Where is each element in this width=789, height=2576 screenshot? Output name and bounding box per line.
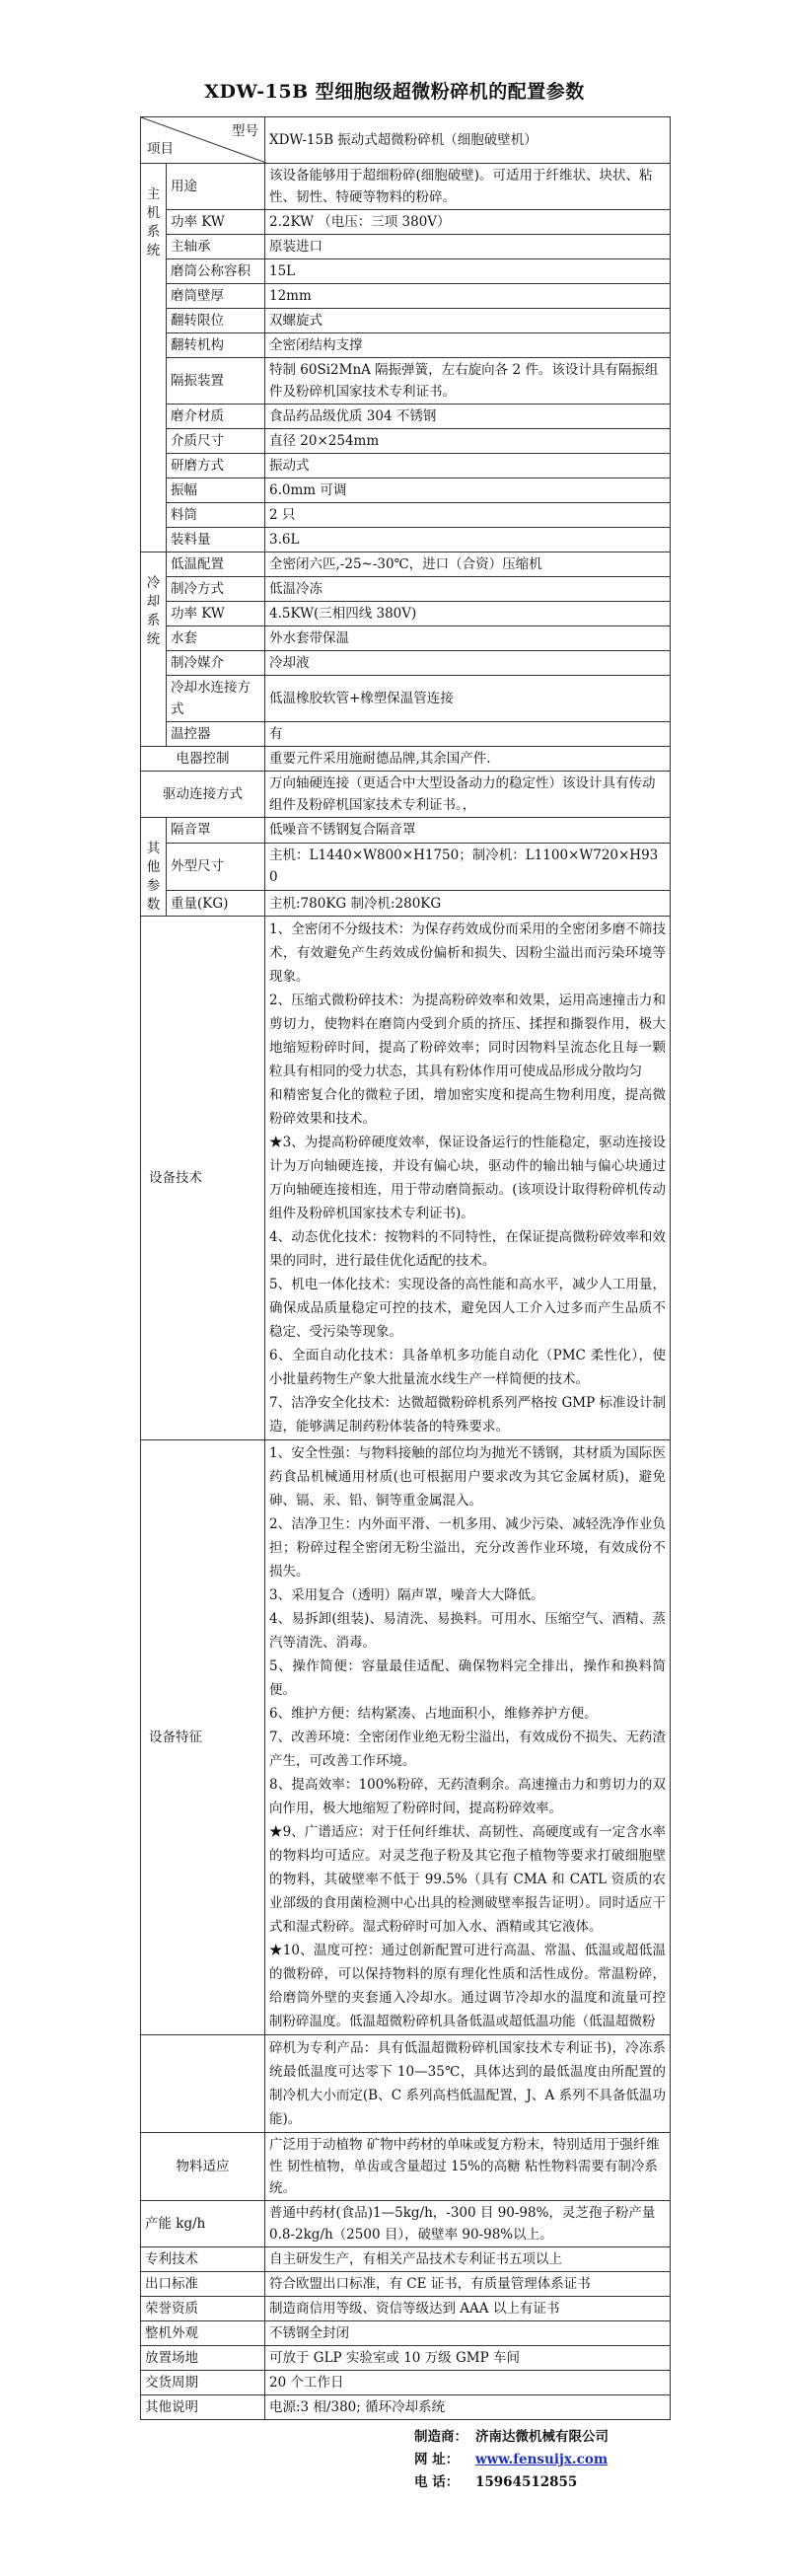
cool-row (141, 676, 671, 722)
bottom-value: 不锈钢全封闭 (265, 2321, 671, 2346)
bottom-label: 其他说明 (141, 2395, 265, 2420)
capacity-row (141, 2201, 671, 2247)
patent-row (141, 2035, 671, 2133)
main-value: 2.2KW （电压：三项 380V） (265, 210, 671, 235)
main-label: 磨介材质 (167, 405, 265, 429)
main-value: 该设备能够用于超细粉碎(细胞破壁)。可适用于纤维状、块状、粘性、韧性、特硬等物料的粉碎。 (265, 164, 671, 210)
bottom-row (141, 2297, 671, 2321)
main-value: 特制 60Si2MnA 隔振弹簧，左右旋向各 2 件。该设计具有隔振组件及粉碎机国家技术专利证书。 (265, 358, 671, 405)
features-label: 设备特征 (141, 1440, 265, 2035)
cool-value: 外水套带保温 (265, 626, 671, 651)
bottom-value: 自主研发生产，有相关产品技术专利证书五项以上 (265, 2247, 671, 2272)
bottom-row (141, 2371, 671, 2395)
main-value: 直径 20×254mm (265, 429, 671, 454)
tel-key: 电 话： (414, 2474, 460, 2490)
main-row (141, 235, 671, 259)
maker-key: 制造商： (414, 2429, 467, 2445)
main-group-label: 主机系统 (141, 164, 167, 552)
cool-label: 功率 KW (167, 602, 265, 626)
main-value: 2 只 (265, 503, 671, 528)
cool-label: 冷却水连接方式 (167, 676, 265, 722)
material-value: 广泛用于动植物 矿物中药材的单味或复方粉末，特别适用于强纤维性 韧性植物，单齿或含量超过 15%的高糖 粘性物料需要有制冷系统。 (265, 2133, 671, 2201)
main-row (141, 478, 671, 503)
bottom-row (141, 2395, 671, 2420)
bottom-label: 专利技术 (141, 2247, 265, 2272)
bottom-label: 放置场地 (141, 2346, 265, 2371)
tech-paragraph: 2、压缩式微粉碎技术：为提高粉碎效率和效果，运用高速撞击力和剪切力，使物料在磨筒内受到介质的挤压、揉捏和撕裂作用，极大地缩短粉碎时间，提高了粉碎效率；同时因物料呈流态化且每一颗粒具有相同的受力状态，其具有粉体作用可使成品形成分散均匀 (269, 993, 666, 1079)
cool-value: 低温冷冻 (265, 577, 671, 602)
bottom-label: 整机外观 (141, 2321, 265, 2346)
site-key: 网 址： (414, 2452, 460, 2467)
electrical-label: 电器控制 (141, 747, 265, 772)
cool-row (141, 577, 671, 602)
bottom-row (141, 2247, 671, 2272)
capacity-value: 普通中药材(食品)1—5kg/h，-300 目 90-98%，灵芝孢子粉产量 0.8-2kg/h（2500 目），破壁率 90-98%以上。 (265, 2201, 671, 2247)
spec-table (140, 116, 671, 2420)
cool-value: 低温橡胶软管+橡塑保温管连接 (265, 676, 671, 722)
main-label: 翻转限位 (167, 309, 265, 333)
feature-paragraph: 1、安全性强：与物料接触的部位均为抛光不锈钢，其材质为国际医药食品机械通用材质(也可根据用户要求改为其它金属材质)，避免砷、镉、汞、铅、铜等重金属混入。 (269, 1445, 666, 1509)
cool-row (141, 552, 671, 577)
tel-value: 15964512855 (475, 2474, 578, 2490)
cool-label: 制冷方式 (167, 577, 265, 602)
tech-paragraph: 4、动态优化技术：按物料的不同特性，在保证提高微粉碎效率和效果的同时，进行最佳优化适配的技术。 (269, 1229, 666, 1269)
bottom-label: 出口标准 (141, 2272, 265, 2297)
main-value: 3.6L (265, 528, 671, 552)
drive-value: 万向轴硬连接（更适合中大型设备动力的稳定性）该设计具有传动组件及粉碎机国家技术专利证书。， (265, 772, 671, 818)
corner-top-label: 型号 (232, 123, 258, 139)
main-row (141, 309, 671, 333)
cool-row (141, 722, 671, 747)
other-value: 主机：L1440×W800×H1750；制冷机：L1100×W720×H930 (265, 843, 671, 890)
cool-row (141, 602, 671, 626)
feature-paragraph: 2、洁净卫生：内外面平滑、一机多用、减少污染、减轻洗净作业负担；粉碎过程全密闭无粉尘溢出，充分改善作业环境，有效成份不损失。 (269, 1516, 666, 1580)
main-row (141, 405, 671, 429)
cool-label: 温控器 (167, 722, 265, 747)
electrical-row (141, 747, 671, 772)
cool-label: 水套 (167, 626, 265, 651)
other-label: 重量(KG) (167, 891, 265, 917)
features-row (141, 1440, 671, 2035)
other-label: 外型尺寸 (167, 843, 265, 890)
main-value: 12mm (265, 284, 671, 309)
cool-label: 制冷媒介 (167, 651, 265, 676)
cool-value: 全密闭六匹,-25~-30℃，进口（合资）压缩机 (265, 552, 671, 577)
cool-row (141, 651, 671, 676)
other-value: 主机:780KG 制冷机:280KG (265, 891, 671, 917)
main-row (141, 429, 671, 454)
drive-label: 驱动连接方式 (141, 772, 265, 818)
main-value: 食品药品级优质 304 不锈钢 (265, 405, 671, 429)
main-label: 磨筒壁厚 (167, 284, 265, 309)
material-row (141, 2133, 671, 2201)
page-title: XDW-15B 型细胞级超微粉碎机的配置参数 (204, 81, 585, 103)
main-label: 介质尺寸 (167, 429, 265, 454)
feature-paragraph: 6、维护方便：结构紧凑、占地面积小，维修养护方便。 (269, 1706, 598, 1722)
drive-row (141, 772, 671, 818)
bottom-row (141, 2321, 671, 2346)
main-label: 磨筒公称容积 (167, 259, 265, 284)
bottom-row (141, 2346, 671, 2371)
bottom-row (141, 2272, 671, 2297)
cool-label: 低温配置 (167, 552, 265, 577)
tech-paragraph: 和精密复合化的微粒子团，增加密实度和提高生物利用度，提高微粉碎效果和技术。 (269, 1087, 666, 1127)
main-row (141, 528, 671, 552)
tech-description (265, 917, 671, 1440)
main-row (141, 358, 671, 405)
main-value: 15L (265, 259, 671, 284)
main-label: 功率 KW (167, 210, 265, 235)
other-row (141, 891, 671, 917)
material-label: 物料适应 (141, 2133, 265, 2201)
tech-paragraph: 6、全面自动化技术：具备单机多功能自动化（PMC 柔性化），使小批量药物生产象大批量流水线生产一样简便的技术。 (269, 1348, 666, 1387)
main-value: 全密闭结构支撑 (265, 333, 671, 358)
patent-blank-label (141, 2035, 265, 2133)
feature-paragraph: ★10、温度可控：通过创新配置可进行高温、常温、低温或超低温的微粉碎，可以保持物料的原有理化性质和活性成份。常温粉碎，给磨筒外壁的夹套通入冷却水。通过调节冷却水的温度和流量可控制粉碎温度。低温超微粉碎机具备低温或超低温功能（低温超微粉 (269, 1943, 666, 2029)
cool-group-label: 冷却系统 (141, 552, 167, 747)
model-cell: XDW-15B 振动式超微粉碎机（细胞破壁机） (265, 117, 671, 164)
bottom-value: 电源:3 相/380; 循环冷却系统 (265, 2395, 671, 2420)
main-row (141, 259, 671, 284)
cool-row (141, 626, 671, 651)
main-label: 装料量 (167, 528, 265, 552)
tech-row (141, 917, 671, 1440)
header-row (141, 117, 671, 164)
other-label: 隔音罩 (167, 818, 265, 844)
patent-description: 碎机为专利产品：具有低温超微粉碎机国家技术专利证书)，冷冻系统最低温度可达零下 10—35℃，具体达到的最低温度由所配置的制冷机大小而定(B、C 系列高档低温配置，J、A 系列不具备低温功能)。 (265, 2035, 671, 2133)
other-value: 低噪音不锈钢复合隔音罩 (265, 818, 671, 844)
spec-sheet (140, 116, 671, 2420)
main-value: 6.0mm 可调 (265, 478, 671, 503)
feature-paragraph: 7、改善环境：全密闭作业绝无粉尘溢出，有效成份不损失、无药渣产生，可改善工作环境。 (269, 1730, 666, 1769)
feature-paragraph: 4、易拆卸(组装)、易清洗、易换料。可用水、压缩空气、酒精、蒸汽等清洗、消毒。 (269, 1611, 666, 1651)
main-label: 用途 (167, 164, 265, 210)
bottom-value: 20 个工作日 (265, 2371, 671, 2395)
main-row (141, 454, 671, 478)
tech-paragraph: 5、机电一体化技术：实现设备的高性能和高水平，减少人工用量，确保成品质量稳定可控的技术，避免因人工介入过多而产生品质不稳定、受污染等现象。 (269, 1277, 666, 1340)
feature-paragraph: 5、操作简便：容量最佳适配、确保物料完全排出，操作和换料简便。 (269, 1658, 666, 1698)
other-row (141, 818, 671, 844)
main-row (141, 284, 671, 309)
bottom-value: 可放于 GLP 实验室或 10 万级 GMP 车间 (265, 2346, 671, 2371)
maker-value: 济南达微机械有限公司 (475, 2429, 609, 2445)
bottom-label: 交货周期 (141, 2371, 265, 2395)
main-row (141, 164, 671, 210)
main-row (141, 333, 671, 358)
feature-paragraph: 3、采用复合（透明）隔声罩，噪音大大降低。 (269, 1587, 544, 1603)
features-description (265, 1440, 671, 2035)
main-value: 原装进口 (265, 235, 671, 259)
capacity-label: 产能 kg/h (141, 2201, 265, 2247)
website-link[interactable]: www.fensuijx.com (475, 2452, 609, 2467)
main-label: 研磨方式 (167, 454, 265, 478)
cool-value: 4.5KW(三相四线 380V) (265, 602, 671, 626)
bottom-label: 荣誉资质 (141, 2297, 265, 2321)
main-label: 隔振装置 (167, 358, 265, 405)
tech-label: 设备技术 (141, 917, 265, 1440)
main-label: 主轴承 (167, 235, 265, 259)
other-group-label: 其他参数 (141, 818, 167, 917)
tech-paragraph: 7、洁净安全化技术：达微超微粉碎机系列严格按 GMP 标准设计制造，能够满足制药粉体装备的特殊要求。 (269, 1395, 666, 1435)
main-label: 料筒 (167, 503, 265, 528)
main-row (141, 503, 671, 528)
main-label: 翻转机构 (167, 333, 265, 358)
contact-footer (414, 2426, 609, 2494)
corner-bottom-label: 项目 (147, 141, 174, 157)
other-row (141, 843, 671, 890)
bottom-value: 符合欧盟出口标准，有 CE 证书，有质量管理体系证书 (265, 2272, 671, 2297)
bottom-value: 制造商信用等级、资信等级达到 AAA 以上有证书 (265, 2297, 671, 2321)
main-value: 振动式 (265, 454, 671, 478)
tech-paragraph: 1、全密闭不分级技术：为保存药效成份而采用的全密闭多磨不筛技术，有效避免产生药效成份偏析和损失、因粉尘溢出而污染环境等现象。 (269, 921, 666, 985)
cool-value: 有 (265, 722, 671, 747)
cool-value: 冷却液 (265, 651, 671, 676)
feature-paragraph: 8、提高效率：100%粉碎，无药渣剩余。高速撞击力和剪切力的双向作用，极大地缩短了粉碎时间，提高粉碎效率。 (269, 1777, 666, 1816)
main-row (141, 210, 671, 235)
tech-paragraph: ★3、为提高粉碎硬度效率，保证设备运行的性能稳定，驱动连接设计为万向轴硬连接，并设有偏心块，驱动件的输出轴与偏心块通过万向轴硬连接相连，用于带动磨筒振动。(该项设计取得粉碎机传动组件及粉碎机国家技术专利证书)。 (269, 1135, 666, 1221)
corner-cell (141, 117, 265, 164)
feature-paragraph: ★9、广谱适应：对于任何纤维状、高韧性、高硬度或有一定含水率的物料均可适应。对灵芝孢子粉及其它孢子植物等要求打破细胞壁的物料，其破壁率不低于 99.5%（具有 CMA 和 CATL 资质的农业部级的食用菌检测中心出具的检测破壁率报告证明）。同时适应干式和湿式粉碎。湿式粉碎时可加入水、酒精或其它液体。 (269, 1824, 666, 1935)
electrical-value: 重要元件采用施耐德品牌,其余国产件. (265, 747, 671, 772)
main-value: 双螺旋式 (265, 309, 671, 333)
main-label: 振幅 (167, 478, 265, 503)
